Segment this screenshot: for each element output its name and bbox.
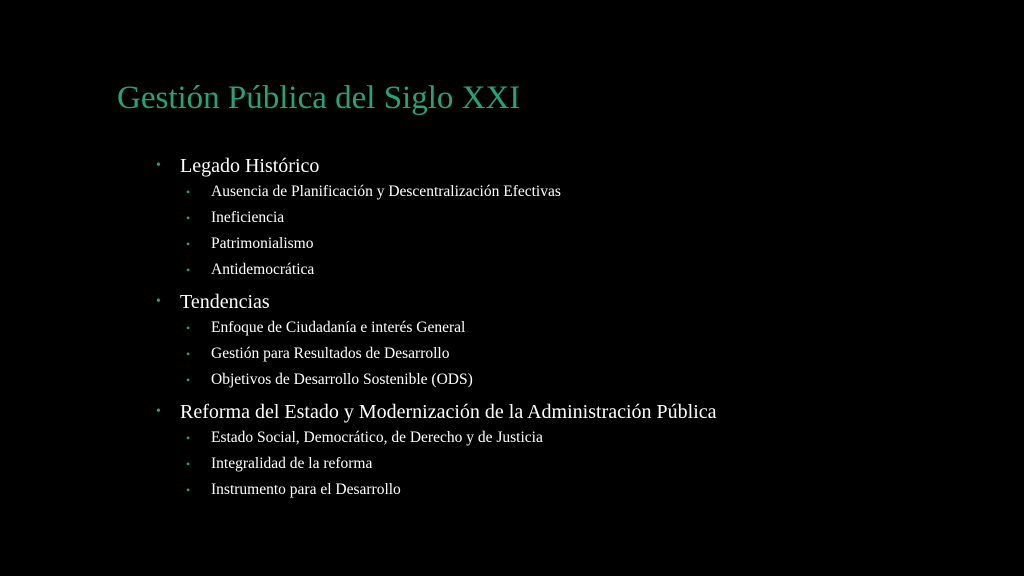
list-item (156, 179, 996, 205)
list-item (156, 425, 996, 451)
section-heading-reforma (156, 399, 996, 425)
list-item-text: Instrumento para el Desarrollo (211, 481, 401, 498)
bullet-icon: • (186, 263, 191, 277)
list-item (156, 451, 996, 477)
section-heading-legado (156, 153, 996, 179)
bullet-icon: • (186, 431, 191, 445)
list-item (156, 257, 996, 283)
list-item-text: Estado Social, Democrático, de Derecho y de Justicia (211, 429, 543, 446)
list-item-text: Antidemocrática (211, 261, 315, 278)
bullet-icon: • (156, 404, 161, 419)
list-item (156, 367, 996, 393)
list-item-text: Gestión para Resultados de Desarrollo (211, 345, 450, 362)
section-heading-text: Tendencias (180, 291, 270, 313)
list-item (156, 231, 996, 257)
bullet-icon: • (156, 158, 161, 173)
section-heading-text: Reforma del Estado y Modernización de la Administración Pública (180, 401, 717, 423)
list-item (156, 477, 996, 503)
bullet-list (156, 153, 996, 503)
bullet-icon: • (186, 185, 191, 199)
bullet-icon: • (186, 321, 191, 335)
bullet-icon: • (186, 373, 191, 387)
bullet-icon: • (156, 294, 161, 309)
section-heading-text: Legado Histórico (180, 155, 320, 177)
bullet-icon: • (186, 457, 191, 471)
list-item (156, 205, 996, 231)
bullet-icon: • (186, 483, 191, 497)
bullet-icon: • (186, 347, 191, 361)
list-item-text: Integralidad de la reforma (211, 455, 373, 472)
section-heading-tendencias (156, 289, 996, 315)
bullet-icon: • (186, 237, 191, 251)
list-item-text: Patrimonialismo (211, 235, 314, 252)
list-item (156, 341, 996, 367)
list-item-text: Enfoque de Ciudadanía e interés General (211, 319, 466, 336)
list-item (156, 315, 996, 341)
list-item-text: Ineficiencia (211, 209, 285, 226)
bullet-icon: • (186, 211, 191, 225)
list-item-text: Ausencia de Planificación y Descentralización Efectivas (211, 183, 561, 200)
list-item-text: Objetivos de Desarrollo Sostenible (ODS) (211, 371, 473, 388)
slide-title: Gestión Pública del Siglo XXI (117, 80, 521, 116)
